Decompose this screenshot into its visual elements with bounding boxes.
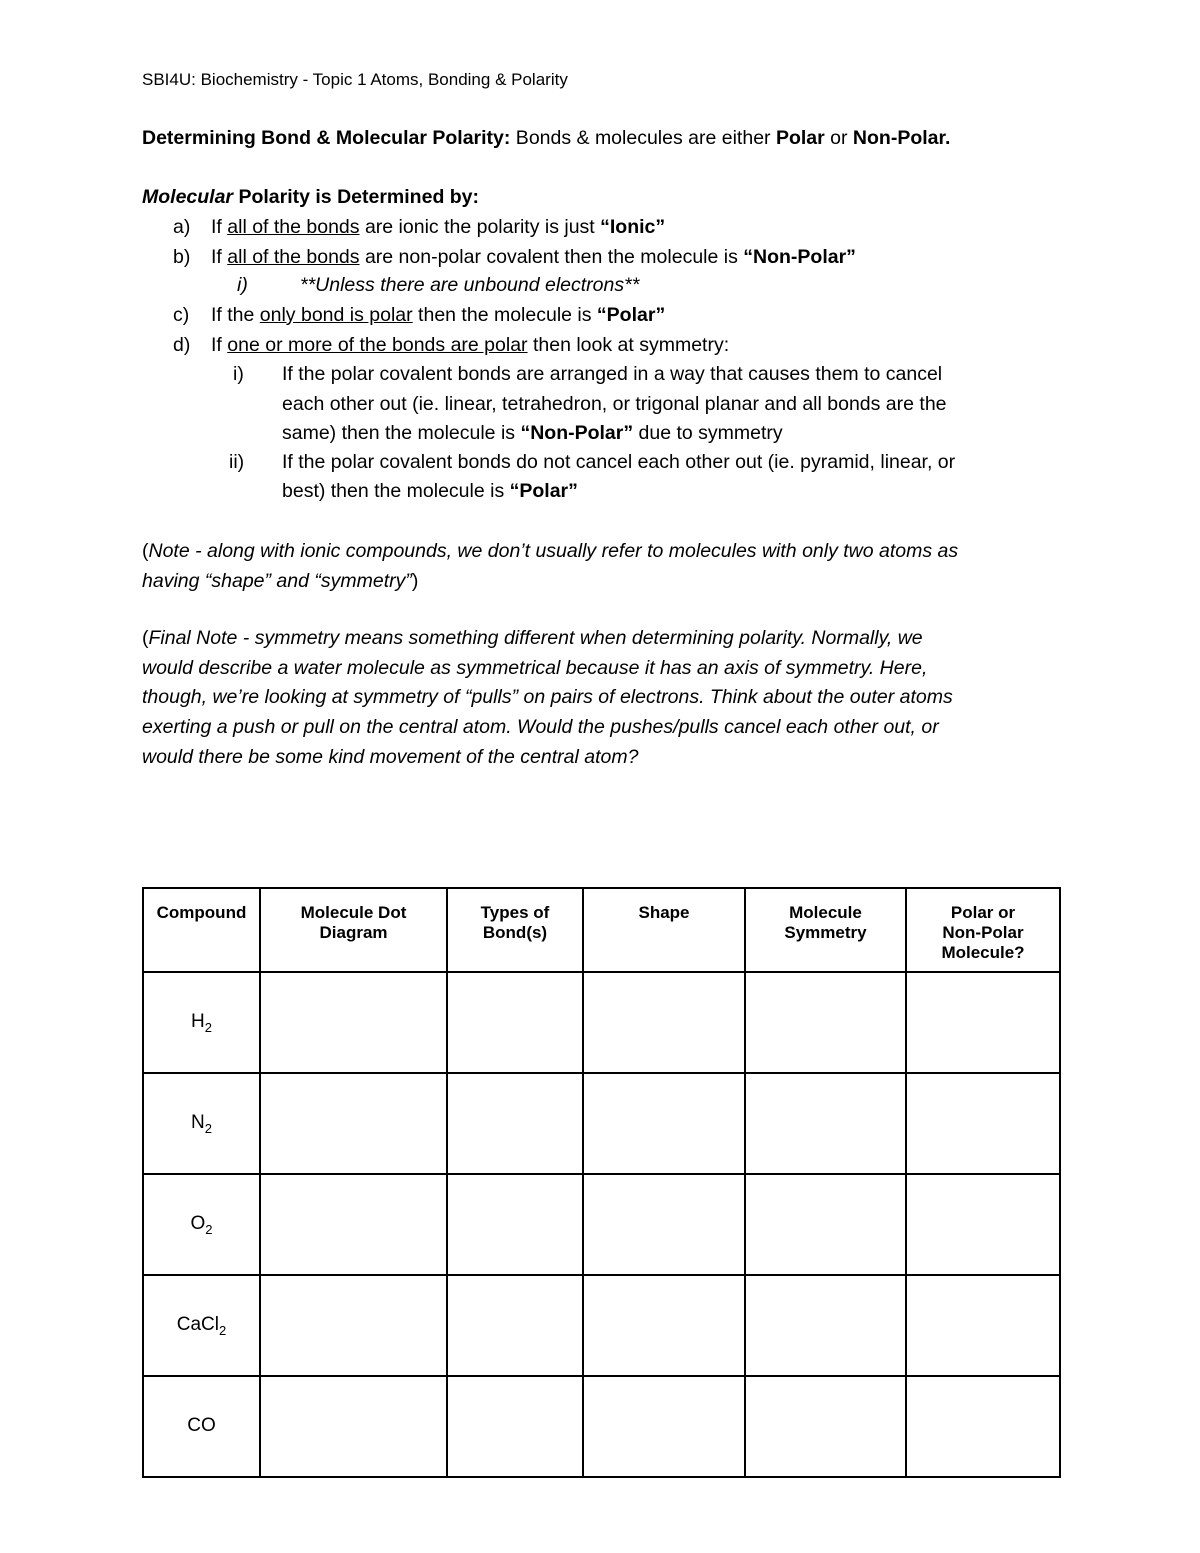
item-d-i-line3a: same) then the molecule is xyxy=(282,422,521,444)
answer-cell[interactable] xyxy=(745,1174,906,1275)
answer-cell[interactable] xyxy=(260,1376,447,1477)
item-d-text2: then look at symmetry: xyxy=(527,334,730,356)
item-b-i xyxy=(237,274,639,297)
compound-subscript: 2 xyxy=(204,1120,212,1136)
answer-cell[interactable] xyxy=(583,1376,745,1477)
item-b-label: b) xyxy=(173,246,191,268)
note2-line1 xyxy=(142,627,923,650)
item-b-underlined: all of the bonds xyxy=(227,246,360,268)
item-d-text1: If xyxy=(211,334,228,356)
item-c-underlined: only bond is polar xyxy=(259,304,413,326)
header-pol-1: Polar or xyxy=(950,903,1016,922)
polarity-table xyxy=(142,887,1061,1478)
header-polarity xyxy=(906,888,1060,972)
answer-cell[interactable] xyxy=(906,1376,1060,1477)
section-title-italic: Molecular xyxy=(142,186,234,208)
note1-close: ) xyxy=(411,570,419,592)
header-types-2: Bond(s) xyxy=(482,923,548,942)
table-row xyxy=(143,1073,1060,1174)
answer-cell[interactable] xyxy=(583,1174,745,1275)
item-b-bold: “Non-Polar” xyxy=(743,246,856,268)
item-c-text2: then the molecule is xyxy=(412,304,597,326)
answer-cell[interactable] xyxy=(906,972,1060,1073)
compound-subscript: 2 xyxy=(205,1221,213,1237)
item-d-i-line2: each other out (ie. linear, tetrahedron, or trigonal planar and all bonds are the xyxy=(282,393,947,415)
item-d-i-label: i) xyxy=(233,363,244,385)
answer-cell[interactable] xyxy=(447,1174,583,1275)
header-compound-text: Compound xyxy=(156,903,247,922)
item-b-text1: If xyxy=(211,246,228,268)
compound-name: N xyxy=(191,1111,205,1133)
note1-line1 xyxy=(142,540,958,563)
item-b xyxy=(173,246,856,269)
answer-cell[interactable] xyxy=(447,1073,583,1174)
note2-line5: would there be some kind movement of the central atom? xyxy=(142,746,639,768)
answer-cell[interactable] xyxy=(745,972,906,1073)
table-row xyxy=(143,1174,1060,1275)
item-a xyxy=(173,216,665,239)
item-d xyxy=(173,334,729,357)
compound-name: O xyxy=(190,1212,206,1234)
item-b-text2: are non-polar covalent then the molecule is xyxy=(359,246,744,268)
header-types-1: Types of xyxy=(480,903,550,922)
answer-cell[interactable] xyxy=(260,1275,447,1376)
intro-title: Determining Bond & Molecular Polarity: xyxy=(142,127,511,149)
header-pol-3: Molecule? xyxy=(941,943,1025,962)
header-sym-2: Symmetry xyxy=(784,923,867,942)
intro-nonpolar: Non-Polar. xyxy=(852,127,951,149)
header-dot-2: Diagram xyxy=(319,923,388,942)
header-shape-text: Shape xyxy=(638,903,690,922)
note1-line2 xyxy=(142,570,418,593)
answer-cell[interactable] xyxy=(260,1174,447,1275)
compound-name: H xyxy=(191,1010,205,1032)
section-title-rest: Polarity is Determined by: xyxy=(233,186,480,208)
item-a-label: a) xyxy=(173,216,191,238)
header-bond-types xyxy=(447,888,583,972)
header-symmetry xyxy=(745,888,906,972)
intro-text: Bonds & molecules are either xyxy=(510,127,776,149)
item-c-text1: If the xyxy=(211,304,260,326)
answer-cell[interactable] xyxy=(906,1073,1060,1174)
note1-text2: having “shape” and “symmetry” xyxy=(142,570,412,592)
header-dot-1: Molecule Dot xyxy=(300,903,407,922)
item-d-i-line3 xyxy=(282,422,783,445)
answer-cell[interactable] xyxy=(583,972,745,1073)
item-a-underlined: all of the bonds xyxy=(227,216,360,238)
note1-open: ( xyxy=(142,540,149,562)
answer-cell[interactable] xyxy=(447,972,583,1073)
table-row xyxy=(143,1275,1060,1376)
answer-cell[interactable] xyxy=(583,1073,745,1174)
section-title xyxy=(142,186,479,209)
note2-line2: would describe a water molecule as symmetrical because it has an axis of symmetry. Here, xyxy=(142,657,928,679)
note2-line3: though, we’re looking at symmetry of “pulls” on pairs of electrons. Think about the outer atoms xyxy=(142,686,953,708)
header-pol-2: Non-Polar xyxy=(942,923,1024,942)
page-header: SBI4U: Biochemistry - Topic 1 Atoms, Bonding & Polarity xyxy=(142,70,568,89)
note2-open: ( xyxy=(142,627,149,649)
compound-cell xyxy=(143,972,260,1073)
answer-cell[interactable] xyxy=(745,1073,906,1174)
item-b-i-text: **Unless there are unbound electrons** xyxy=(300,274,640,296)
item-d-ii-line2 xyxy=(282,480,578,503)
table-row xyxy=(143,1376,1060,1477)
compound-subscript: 2 xyxy=(204,1019,212,1035)
item-a-text2: are ionic the polarity is just xyxy=(359,216,601,238)
table-header-row xyxy=(143,888,1060,972)
answer-cell[interactable] xyxy=(745,1376,906,1477)
item-d-i-line3b: “Non-Polar” xyxy=(520,422,634,444)
intro-line xyxy=(142,127,950,150)
answer-cell[interactable] xyxy=(447,1376,583,1477)
compound-name: CaCl xyxy=(176,1313,219,1335)
item-a-text1: If xyxy=(211,216,228,238)
compound-name: CO xyxy=(187,1414,216,1436)
answer-cell[interactable] xyxy=(260,1073,447,1174)
item-d-ii-line2a: best) then the molecule is xyxy=(282,480,510,502)
compound-cell xyxy=(143,1275,260,1376)
answer-cell[interactable] xyxy=(906,1174,1060,1275)
header-shape xyxy=(583,888,745,972)
item-d-ii-line2b: “Polar” xyxy=(509,480,578,502)
item-d-ii-line1: If the polar covalent bonds do not cancel each other out (ie. pyramid, linear, or xyxy=(282,451,956,473)
answer-cell[interactable] xyxy=(745,1275,906,1376)
item-d-i-line1: If the polar covalent bonds are arranged in a way that causes them to cancel xyxy=(282,363,943,385)
compound-cell xyxy=(143,1073,260,1174)
item-c-bold: “Polar” xyxy=(596,304,666,326)
note2-text1: Final Note - symmetry means something different when determining polarity. Normally, we xyxy=(148,627,923,649)
compound-subscript: 2 xyxy=(219,1322,227,1338)
answer-cell[interactable] xyxy=(906,1275,1060,1376)
item-d-underlined: one or more of the bonds are polar xyxy=(227,334,528,356)
item-c xyxy=(173,304,665,327)
answer-cell[interactable] xyxy=(447,1275,583,1376)
item-c-label: c) xyxy=(173,304,190,326)
note1-text1: Note - along with ionic compounds, we don’t usually refer to molecules with only two atoms as xyxy=(148,540,959,562)
answer-cell[interactable] xyxy=(583,1275,745,1376)
table-row xyxy=(143,972,1060,1073)
item-b-i-label: i) xyxy=(237,274,248,296)
answer-cell[interactable] xyxy=(260,972,447,1073)
item-d-i-line3c: due to symmetry xyxy=(633,422,783,444)
compound-cell xyxy=(143,1174,260,1275)
intro-polar: Polar xyxy=(775,127,825,149)
header-compound xyxy=(143,888,260,972)
item-d-ii-label: ii) xyxy=(229,451,245,473)
intro-or: or xyxy=(824,127,853,149)
note2-line4: exerting a push or pull on the central atom. Would the pushes/pulls cancel each other out, or xyxy=(142,716,939,738)
header-dot-diagram xyxy=(260,888,447,972)
compound-cell xyxy=(143,1376,260,1477)
header-sym-1: Molecule xyxy=(789,903,862,922)
item-d-label: d) xyxy=(173,334,191,356)
item-a-bold: “Ionic” xyxy=(600,216,666,238)
